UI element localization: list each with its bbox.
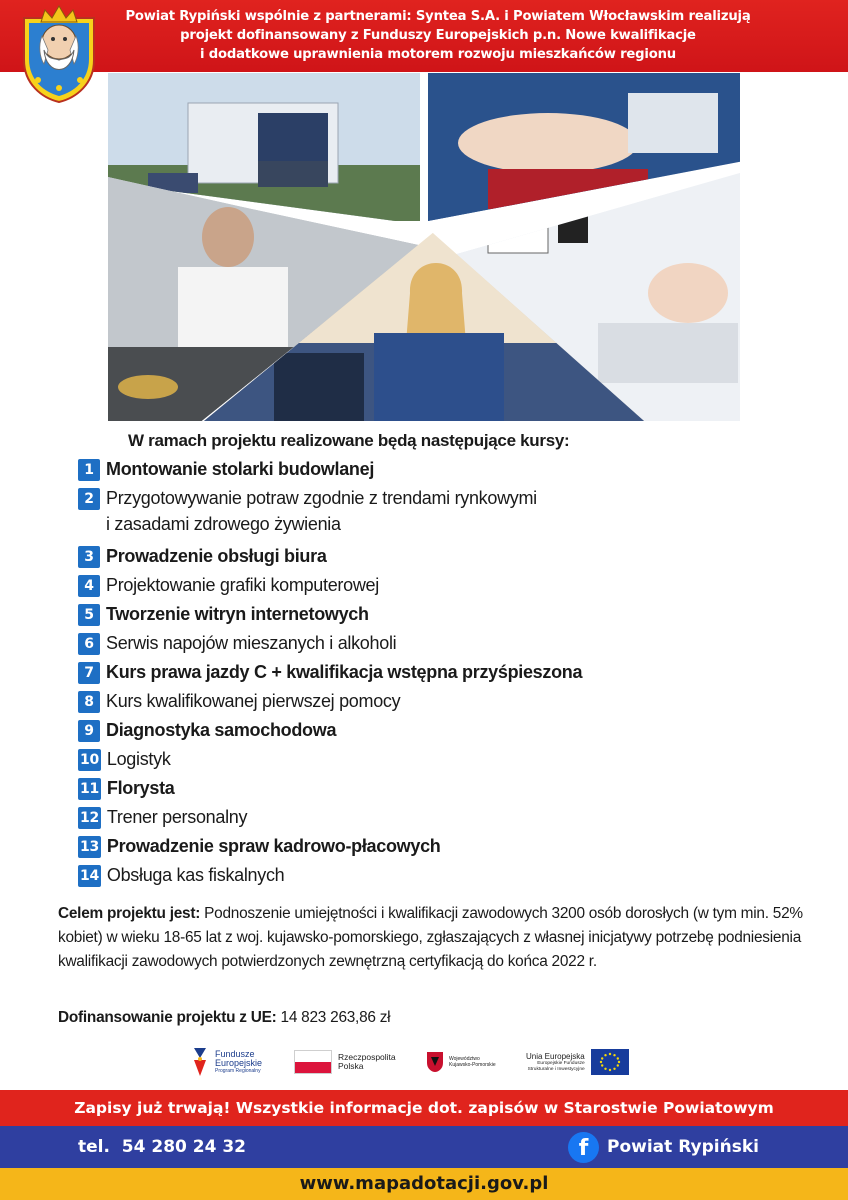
funding-logos: [190, 1044, 650, 1080]
course-label: Przygotowywanie potraw zgodnie z trendami rynkowymi i zasadami zdrowego żywienia: [106, 488, 537, 534]
course-number-badge: 6: [78, 633, 100, 655]
course-number-badge: 2: [78, 488, 100, 510]
course-label: Trener personalny: [106, 807, 248, 827]
course-label: Prowadzenie spraw kadrowo-płacowych: [106, 836, 441, 856]
project-goal-text: Podnoszenie umiejętności i kwalifikacji zawodowych 3200 osób dorosłych (w tym min. 52% kobiet) w wieku 18-65 lat z woj. kujawsko-pomorskiego, zgłaszających z własnej inicjatywy potrzebę podniesienia kwalifikacji zawodowych potwierdzonych zewnętrzną certyfikacją do końca 2022 r.: [58, 905, 803, 970]
course-number-badge: 4: [78, 575, 100, 597]
course-number-badge: 14: [78, 865, 101, 887]
course-label: Montowanie stolarki budowlanej: [106, 459, 375, 479]
kp-line-1: Województwo: [449, 1056, 480, 1062]
unia-europejska-logo: [526, 1044, 629, 1080]
course-item: [78, 543, 638, 572]
facebook-link[interactable]: [568, 1131, 759, 1163]
course-item: [78, 601, 638, 630]
project-funding-label: Dofinansowanie projektu z UE:: [58, 1009, 277, 1026]
course-item: [78, 717, 638, 746]
course-item: [78, 746, 638, 775]
kujawsko-pomorskie-logo: [426, 1044, 496, 1080]
header-title-line-3: i dodatkowe uprawnienia motorem rozwoju mieszkańców regionu: [200, 47, 676, 62]
eu-flag-icon: [591, 1049, 629, 1075]
ue-line-1: Unia Europejska: [526, 1051, 585, 1061]
course-item: [78, 804, 638, 833]
course-label: Kurs kwalifikowanej pierwszej pomocy: [106, 691, 401, 711]
course-number-badge: 10: [78, 749, 101, 771]
course-label: Serwis napojów mieszanych i alkoholi: [106, 633, 397, 653]
photo-collage: [108, 73, 740, 421]
course-item: [78, 775, 638, 804]
rp-line-1: Rzeczpospolita: [338, 1052, 396, 1062]
fe-line-2: Europejskie: [215, 1057, 263, 1068]
project-goal: [58, 902, 828, 974]
phone-contact[interactable]: [78, 1126, 246, 1168]
course-label: Prowadzenie obsługi biura: [106, 546, 327, 566]
course-number-badge: 7: [78, 662, 100, 684]
course-number-badge: 3: [78, 546, 100, 568]
course-number-badge: 13: [78, 836, 101, 858]
fe-line-3: Program Regionalny: [215, 1067, 261, 1074]
signup-banner: Zapisy już trwają! Wszystkie informacje dot. zapisów w Starostwie Powiatowym: [0, 1090, 848, 1126]
course-item: [78, 456, 638, 485]
course-item: [78, 485, 638, 543]
fe-line-1: Fundusze: [215, 1048, 255, 1059]
rzeczpospolita-logo: [294, 1044, 396, 1080]
project-goal-label: Celem projektu jest:: [58, 905, 201, 922]
rp-line-2: Polska: [338, 1061, 364, 1071]
course-label: Diagnostyka samochodowa: [106, 720, 337, 740]
course-label: Kurs prawa jazdy C + kwalifikacja wstępna przyśpieszona: [106, 662, 583, 682]
project-funding-amount: 14 823 263,86 zł: [280, 1009, 391, 1026]
course-item: [78, 659, 638, 688]
course-label: Projektowanie grafiki komputerowej: [106, 575, 379, 595]
phone-label: tel.: [78, 1137, 110, 1157]
course-label: Florysta: [106, 778, 175, 798]
course-list: [78, 456, 638, 891]
course-label: Obsługa kas fiskalnych: [106, 865, 285, 885]
coat-of-arms-icon: [18, 2, 100, 104]
kp-line-2: Kujawsko-Pomorskie: [449, 1062, 496, 1068]
kp-shield-icon: [426, 1051, 444, 1073]
facebook-label: Powiat Rypiński: [607, 1137, 759, 1157]
course-label: Tworzenie witryn internetowych: [106, 604, 369, 624]
phone-number[interactable]: 54 280 24 32: [121, 1137, 247, 1157]
project-funding: [58, 1006, 658, 1030]
course-number-badge: 12: [78, 807, 101, 829]
header-title: [118, 7, 758, 64]
course-number-badge: 8: [78, 691, 100, 713]
course-item: [78, 862, 638, 891]
course-number-badge: 1: [78, 459, 100, 481]
course-label: Logistyk: [106, 749, 171, 769]
header-title-line-1: Powiat Rypiński wspólnie z partnerami: Syntea S.A. i Powiatem Włocławskim realizują: [125, 9, 751, 24]
ue-line-2: Europejskie Fundusze: [537, 1060, 585, 1066]
ue-line-3: Strukturalne i Inwestycyjne: [527, 1066, 585, 1072]
fundusze-europejskie-logo: [190, 1044, 262, 1080]
course-number-badge: 11: [78, 778, 101, 800]
course-item: [78, 688, 638, 717]
polish-flag-icon: [294, 1050, 332, 1074]
facebook-icon: f: [568, 1132, 599, 1163]
course-number-badge: 5: [78, 604, 100, 626]
courses-intro: W ramach projektu realizowane będą następujące kursy:: [128, 431, 570, 450]
course-number-badge: 9: [78, 720, 100, 742]
header-title-line-2: projekt dofinansowany z Funduszy Europejskich p.n. Nowe kwalifikacje: [180, 28, 696, 43]
course-item: [78, 630, 638, 659]
fe-star-icon: [190, 1046, 210, 1078]
course-item: [78, 572, 638, 601]
website-link[interactable]: www.mapadotacji.gov.pl: [299, 1173, 549, 1194]
course-item: [78, 833, 638, 862]
